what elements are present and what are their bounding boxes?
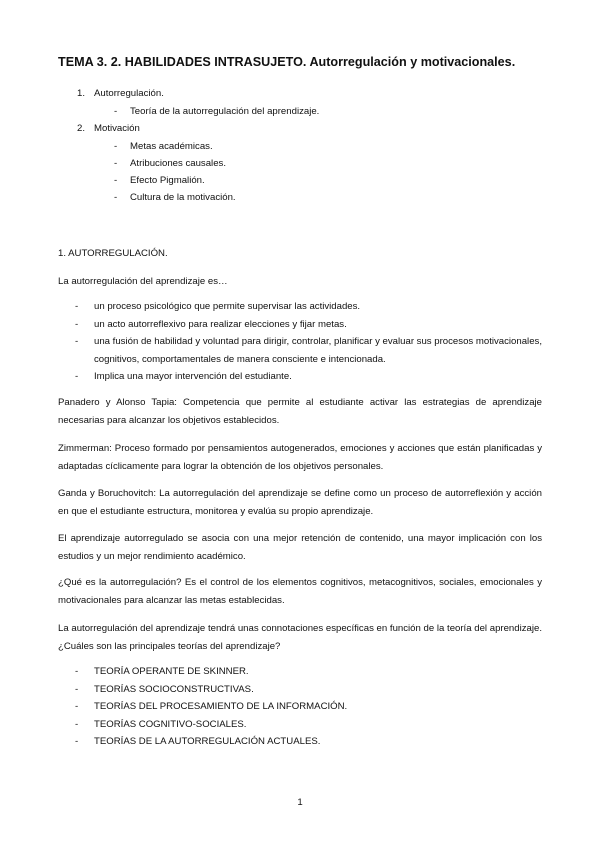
paragraph: El aprendizaje autorregulado se asocia con una mejor retención de contenido, una mayor implicación con los estudios y un mejor rendimiento académico. (58, 533, 542, 562)
dash: - (75, 684, 79, 695)
dash: - (75, 371, 79, 382)
outline-subitem: Cultura de la motivación. (130, 192, 236, 203)
outline-subitem: Teoría de la autorregulación del aprendizaje. (130, 106, 320, 117)
intro-text: La autorregulación del aprendizaje es… (58, 276, 228, 287)
list-item: un acto autorreflexivo para realizar elecciones y fijar metas. (94, 319, 347, 330)
list-item: TEORÍAS SOCIOCONSTRUCTIVAS. (94, 684, 254, 695)
dash: - (114, 192, 118, 203)
dash: - (114, 175, 118, 186)
list-item: un proceso psicológico que permite supervisar las actividades. (94, 301, 361, 312)
dash: - (75, 736, 79, 747)
dash: - (75, 666, 79, 677)
dash: - (75, 701, 79, 712)
outline-item: Motivación (94, 123, 140, 134)
outline-subitem: Metas académicas. (130, 141, 213, 152)
outline-item: Autorregulación. (94, 88, 164, 99)
list-item: TEORÍA OPERANTE DE SKINNER. (94, 666, 249, 677)
list-item: TEORÍAS COGNITIVO-SOCIALES. (94, 719, 247, 730)
document-title: TEMA 3. 2. HABILIDADES INTRASUJETO. Autorregulación y motivacionales. (58, 55, 516, 69)
outline-number: 1. (77, 88, 86, 99)
dash: - (114, 106, 118, 117)
section-heading: 1. AUTORREGULACIÓN. (58, 248, 168, 259)
dash: - (75, 336, 79, 347)
outline-subitem: Efecto Pigmalión. (130, 175, 205, 186)
dash: - (114, 158, 118, 169)
list-item: TEORÍAS DE LA AUTORREGULACIÓN ACTUALES. (94, 736, 321, 747)
list-item: una fusión de habilidad y voluntad para dirigir, controlar, planificar y evaluar sus procesos motivacionales, cognitivos, comportamentales de manera consciente e intencionada. (94, 336, 542, 365)
dash: - (75, 301, 79, 312)
dash: - (75, 719, 79, 730)
page-number: 1 (297, 797, 303, 808)
list-item: TEORÍAS DEL PROCESAMIENTO DE LA INFORMACIÓN. (94, 701, 348, 712)
paragraph: Panadero y Alonso Tapia: Competencia que permite al estudiante activar las estrategias de aprendizaje necesarias para alcanzar los objetivos establecidos. (58, 397, 542, 426)
dash: - (114, 141, 118, 152)
paragraph: Ganda y Boruchovitch: La autorregulación del aprendizaje se define como un proceso de autorreflexión y acción en que el estudiante estructura, monitorea y evalúa su propio aprendizaje. (58, 488, 542, 517)
paragraph: Zimmerman: Proceso formado por pensamientos autogenerados, emociones y acciones que están planificadas y adaptadas cíclicamente para lograr la obtención de los objetivos personales. (58, 443, 542, 472)
list-item: Implica una mayor intervención del estudiante. (94, 371, 292, 382)
outline-number: 2. (77, 123, 86, 134)
paragraph: La autorregulación del aprendizaje tendrá unas connotaciones específicas en función de la teoría del aprendizaje. ¿Cuáles son las principales teorías del aprendizaje? (58, 623, 542, 652)
paragraph: ¿Qué es la autorregulación? Es el control de los elementos cognitivos, metacognitivos, sociales, emocionales y motivacionales para alcanzar las metas establecidas. (58, 577, 542, 606)
outline-subitem: Atribuciones causales. (130, 158, 226, 169)
dash: - (75, 319, 79, 330)
